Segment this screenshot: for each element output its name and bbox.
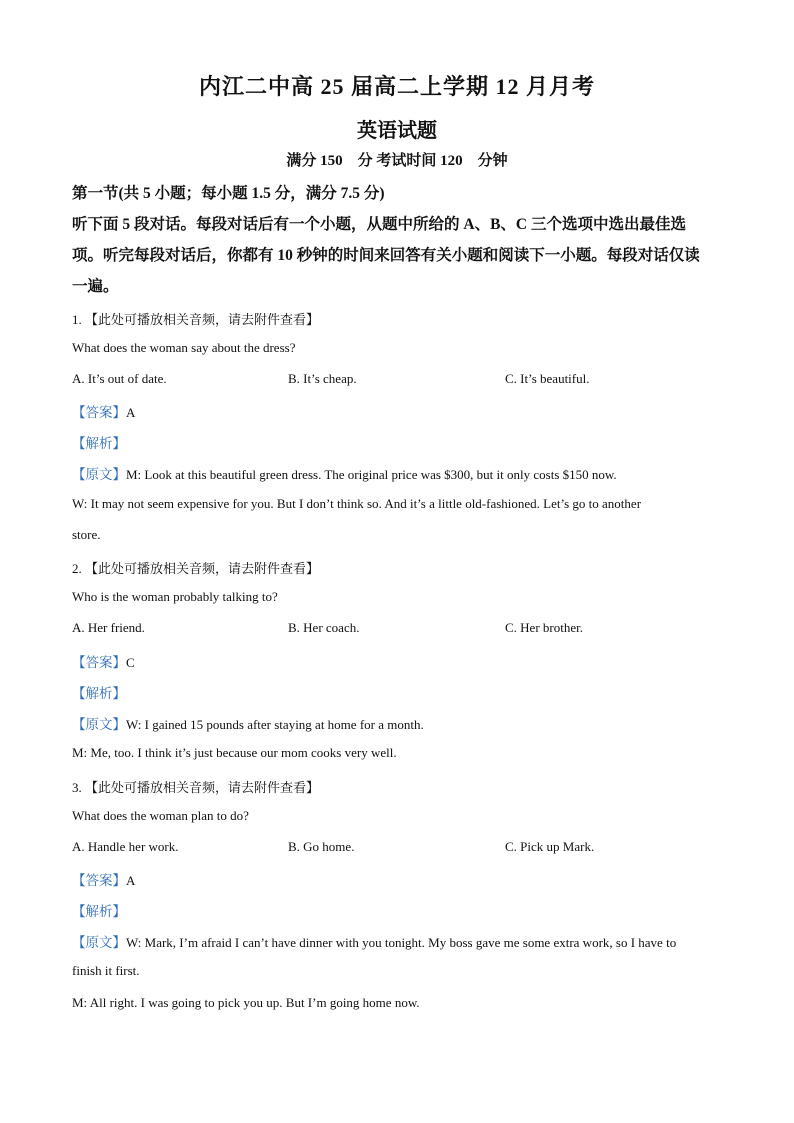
section-instruction: 项。听完每段对话后，你都有 10 秒钟的时间来回答有关小题和阅读下一小题。每段对话仅读 — [72, 247, 700, 264]
section-instruction: 听下面 5 段对话。每段对话后有一个小题，从题中所给的 A、B、C 三个选项中选出最佳选 — [72, 216, 686, 233]
analysis-label: 【解析】 — [72, 904, 126, 919]
question-audio-note: 1. 【此处可播放相关音频，请去附件查看】 — [72, 312, 320, 327]
answer-value: A — [126, 873, 136, 888]
option-c: C. Pick up Mark. — [505, 839, 595, 854]
section-instruction: 一遍。 — [72, 278, 119, 295]
answer-value: C — [126, 655, 135, 670]
option-a: A. Handle her work. — [72, 839, 179, 854]
option-c: C. Her brother. — [505, 620, 583, 635]
transcript-line: W: Mark, I’m afraid I can’t have dinner with you tonight. My boss gave me some extra work, so I have to — [126, 935, 677, 950]
option-a: A. It’s out of date. — [72, 371, 167, 386]
answer-row — [72, 869, 135, 890]
analysis-label: 【解析】 — [72, 436, 126, 451]
exam-title: 内江二中高 25 届高二上学期 12 月月考 — [198, 74, 595, 99]
question-audio-note: 3. 【此处可播放相关音频，请去附件查看】 — [72, 780, 320, 795]
transcript-line: store. — [72, 527, 101, 542]
original-text-row — [72, 931, 676, 952]
transcript-line: finish it first. — [72, 963, 140, 978]
answer-row — [72, 651, 135, 672]
question-stem: Who is the woman probably talking to? — [72, 589, 278, 604]
original-label: 【原文】 — [72, 467, 126, 482]
option-a: A. Her friend. — [72, 620, 145, 635]
exam-subtitle: 英语试题 — [357, 120, 437, 142]
question-stem: What does the woman say about the dress? — [72, 340, 296, 355]
original-text-row — [72, 463, 617, 484]
answer-label: 【答案】 — [72, 405, 126, 420]
question-stem: What does the woman plan to do? — [72, 808, 249, 823]
question-audio-note: 2. 【此处可播放相关音频，请去附件查看】 — [72, 561, 320, 576]
original-label: 【原文】 — [72, 935, 126, 950]
answer-value: A — [126, 405, 136, 420]
original-label: 【原文】 — [72, 717, 126, 732]
transcript-line: M: All right. I was going to pick you up. But I’m going home now. — [72, 995, 420, 1010]
option-b: B. Go home. — [288, 839, 355, 854]
original-text-row — [72, 713, 424, 734]
transcript-line: W: It may not seem expensive for you. But I don’t think so. And it’s a little old-fashioned. Let’s go to another — [72, 496, 642, 511]
transcript-line: M: Me, too. I think it’s just because our mom cooks very well. — [72, 745, 397, 760]
option-b: B. Her coach. — [288, 620, 360, 635]
transcript-line: W: I gained 15 pounds after staying at home for a month. — [126, 717, 424, 732]
analysis-label: 【解析】 — [72, 686, 126, 701]
score-time-line: 满分 150 分 考试时间 120 分钟 — [286, 153, 508, 169]
option-b: B. It’s cheap. — [288, 371, 357, 386]
answer-row — [72, 401, 135, 422]
option-c: C. It’s beautiful. — [505, 371, 590, 386]
transcript-line: M: Look at this beautiful green dress. The original price was $300, but it only costs $150 now. — [126, 467, 617, 482]
answer-label: 【答案】 — [72, 655, 126, 670]
answer-label: 【答案】 — [72, 873, 126, 888]
section-heading: 第一节(共 5 小题；每小题 1.5 分，满分 7.5 分) — [72, 185, 385, 202]
